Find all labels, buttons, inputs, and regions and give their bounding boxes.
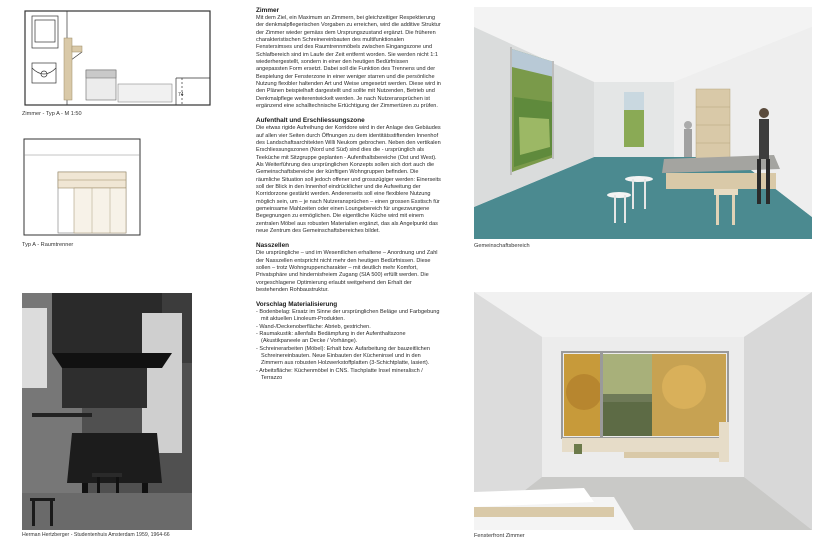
section-title-aufenthalt: Aufenthalt und Erschliessungszone (256, 117, 365, 125)
materials-item: - Raumakustik: allenfalls Bedämpfung in der Aufenthaltszone (Akustikpaneele an Decke / Vorhänge). (256, 331, 406, 345)
plan-caption: Zimmer - Typ A - M 1:50 (22, 111, 82, 117)
section-title-zimmer: Zimmer (256, 7, 280, 14)
floor-plan-drawing (22, 8, 217, 108)
historic-photo (22, 293, 192, 530)
section-body-nasszellen: Die ursprüngliche – und im Wesentlichen erhaltene – Anordnung und Zahl der Nasszellen entspricht nicht mehr den heutigen Bedürfnissen. Diese sollen – trotz Wohngruppencharakter – mit deutlich mehr Komfort, Privatsphäre und hindernisfreiem Zugang (SIA 500) erfüllt werden. Die vorgeschlagene Optimierung erlaubt weitgehend den Erhalt der bestehenden Rohbaustruktur. (256, 250, 438, 293)
section-title-nasszellen: Nasszellen (256, 242, 290, 250)
materials-item: - Wand-/Deckenoberfläche: Abrieb, gestrichen. (256, 323, 371, 330)
historic-caption: Herman Hertzberger - Studentenhuis Amsterdam 1959, 1964-66 (22, 532, 170, 538)
common-area-caption: Gemeinschaftsbereich (474, 243, 530, 249)
plan-dimension-label: 74 (178, 92, 184, 98)
text-column (256, 7, 441, 383)
divider-caption: Typ A - Raumtrenner (22, 242, 74, 248)
room-window-render (474, 292, 812, 530)
materials-title: Vorschlag Materialisierung (256, 301, 338, 309)
section-body-zimmer: Mit dem Ziel, ein Maximum an Zimmern, bei gleichzeitiger Respektierung der denkmalpflegerischen Vorgaben zu erreichen, wird die additive Struktur der Zimmer wieder gemäss dem Ursprungszustand ergänzt. Die früheren charakteristischen Schreinereinbauten des multifunktionalen Fenstersimses und des Raumtrennmöbels zwischen Eingangszone und Schlafbereich sind im Laufe der Zeit entfernt worden. Sie werden nicht 1:1 wiederhergestellt, sondern in einer den heutigen Bedürfnissen angepassten Form ersetzt. Dabei soll die Funktion des Trennens und der Bespielung der Fensterzone in einer weniger starren und die persönliche Nutzung flexibler haltenden Art und Weise umgesetzt werden. Diese wird in den Plänen beispielhaft dargestellt und sollte mit Nutzenden, Betrieb und Denkmalpflege weiterentwickelt werden. Je nach Nutzeransprüchen ist ergänzend eine schalltechnische Ertüchtigung der Zimmertüren zu prüfen. (256, 14, 441, 109)
materials-item: - Schreinerarbeiten (Möbel): Erhalt bzw. Aufarbeitung der bauzeitlichen Schreinereinbauten. Neue Einbauten der Kücheninsel und in den Zimmern aus robusten Holzwerkstoffplatten (3-Schichtplatte, lasiert). (256, 345, 430, 367)
materials-item: - Arbeitsfläche: Küchenmöbel in CNS. Tischplatte Insel mineralisch / Terrazzo (256, 367, 423, 382)
materials-item: - Bodenbelag: Ersatz im Sinne der ursprünglichen Beläge und Farbgebung mit aktuellen Linoleum-Produkten. (256, 309, 440, 323)
room-divider-drawing (22, 137, 142, 237)
common-area-render (474, 7, 812, 239)
window-caption: Fensterfront Zimmer (474, 533, 525, 539)
section-body-aufenthalt: Die etwas rigide Aufreihung der Korridore wird in der Anlage des Gebäudes auf allen vier Seiten durch Öffnungen zu dem identitätsstiftenden Innenhof des Landschaftsarchitekten Willi Neukom gebrochen. Neben den vertikalen Erschliessungszonen (Nord und Süd) sind dies die - ursprünglich als Teeküche mit Sitzgruppe geplanten - Aufenthaltsbereiche (Ost und West). Als Weiterführung des ursprünglichen Konzepts sollen sich dort auch die Gemeinschaftsbereiche der künftigen Wohngruppen befinden. Die räumliche Situation soll jedoch offener und grosszügiger werden: Einerseits soll der Blick in den Innenhof eindrücklicher und die Aufweitung der Korridorzone gestärkt werden. Andererseits soll eine flexiblere Nutzung möglich sein, um – je nach Nutzeransprüchen – einen grossen Esstisch für gemeinsame Mahlzeiten oder einen Loungebereich für ungezwungene Begegnungen zu ermöglichen. Die eigentliche Küche wird mit einem zentralen Möbel aus robusten Materialien ergänzt, das als Angelpunkt das neue Zentrum des Gemeinschaftsbereiches bildet. (256, 125, 441, 234)
materials-list (256, 309, 441, 382)
